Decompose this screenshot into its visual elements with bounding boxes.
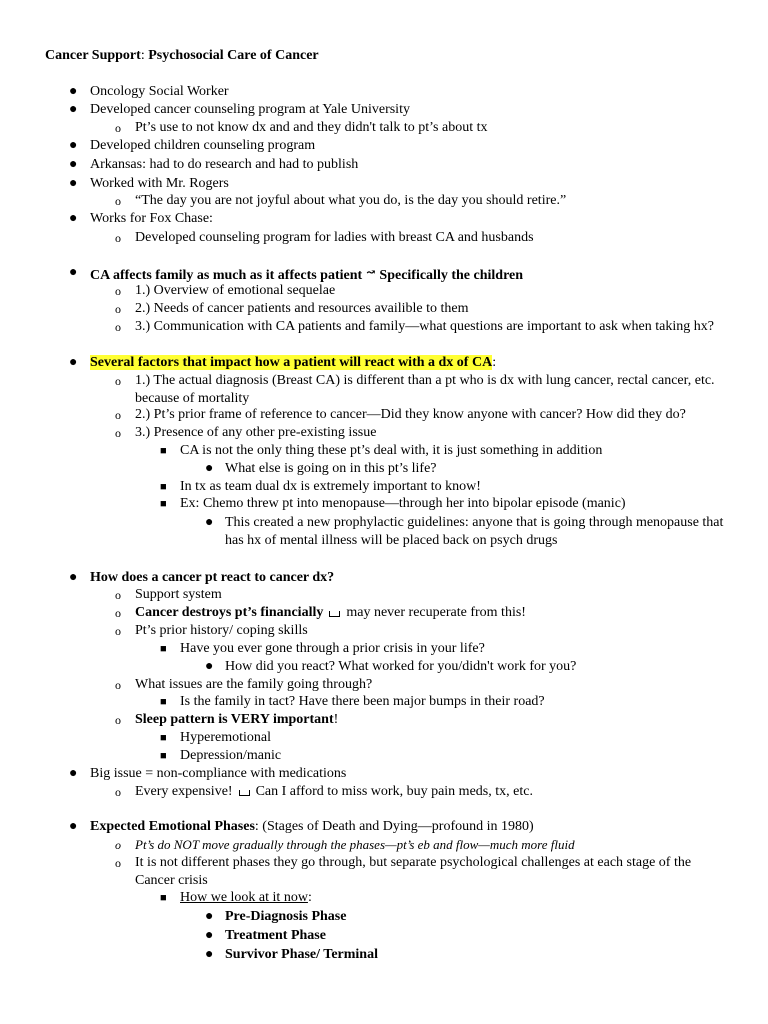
bullet-icon: ● xyxy=(69,176,78,191)
arrow-box-icon xyxy=(239,790,250,796)
circle-bullet-icon: o xyxy=(115,121,121,135)
list-item: o Developed counseling program for ladies with breast CA and husbands xyxy=(115,230,534,245)
circle-bullet-icon: o xyxy=(115,606,121,620)
phase-item: ● Pre-Diagnosis Phase xyxy=(205,909,347,924)
list-item: ■ Is the family in tact? Have there been major bumps in their road? xyxy=(160,694,545,709)
phase-item: ● Treatment Phase xyxy=(205,928,326,943)
square-bullet-icon: ■ xyxy=(160,498,167,510)
circle-bullet-icon: o xyxy=(115,231,121,245)
circle-bullet-icon: o xyxy=(115,426,121,440)
title-main: Cancer Support xyxy=(45,48,141,63)
title-colon: : xyxy=(140,48,145,63)
circle-bullet-icon: o xyxy=(115,374,121,388)
square-bullet-icon: ■ xyxy=(160,732,167,744)
section-heading: ● Several factors that impact how a patient will react with a dx of CA: xyxy=(69,355,497,370)
bullet-icon: ● xyxy=(205,947,214,962)
bullet-icon: ● xyxy=(69,355,78,370)
circle-bullet-icon: o xyxy=(115,302,121,316)
list-item: o 2.) Needs of cancer patients and resources availible to them xyxy=(115,301,469,316)
list-item: ■ Have you ever gone through a prior crisis in your life? xyxy=(160,641,485,656)
bullet-icon: ● xyxy=(69,102,78,117)
list-item: ■ Ex: Chemo threw pt into menopause—through her into bipolar episode (manic) xyxy=(160,496,626,511)
circle-bullet-icon: o xyxy=(115,408,121,422)
bullet-icon: ● xyxy=(69,766,78,781)
list-item: ■ How we look at it now: xyxy=(160,890,312,905)
bullet-icon: ● xyxy=(69,138,78,153)
bullet-icon: ● xyxy=(205,909,214,924)
list-item: o 2.) Pt’s prior frame of reference to cancer—Did they know anyone with cancer? How did they do? xyxy=(115,407,686,422)
list-item: o Every expensive! Can I afford to miss work, buy pain meds, tx, etc. xyxy=(115,784,533,799)
list-item: o Pt’s prior history/ coping skills xyxy=(115,623,308,638)
circle-bullet-icon: o xyxy=(115,856,121,870)
bullet-icon: ● xyxy=(69,570,78,585)
bullet-icon: ● xyxy=(205,461,214,476)
section-heading: ● Big issue = non-compliance with medications xyxy=(69,766,347,781)
list-item: ● Developed cancer counseling program at Yale University xyxy=(69,102,410,117)
list-item: o Cancer destroys pt’s financially may never recuperate from this! xyxy=(115,605,526,620)
square-bullet-icon: ■ xyxy=(160,892,167,904)
circle-bullet-icon: o xyxy=(115,713,121,727)
square-bullet-icon: ■ xyxy=(160,481,167,493)
wavy-arrow-icon: ↝ xyxy=(366,267,376,279)
list-item: ● What else is going on in this pt’s life? xyxy=(205,461,437,476)
circle-bullet-icon: o xyxy=(115,838,121,852)
list-item: ● How did you react? What worked for you/didn't work for you? xyxy=(205,659,577,674)
square-bullet-icon: ■ xyxy=(160,696,167,708)
list-item: o 1.) Overview of emotional sequelae xyxy=(115,283,336,298)
bullet-icon: ● xyxy=(205,515,214,530)
square-bullet-icon: ■ xyxy=(160,750,167,762)
bullet-icon: ● xyxy=(205,928,214,943)
list-item: o Pt’s use to not know dx and and they didn't talk to pt’s about tx xyxy=(115,120,488,135)
list-item: o What issues are the family going through? xyxy=(115,677,373,692)
list-item: ● Oncology Social Worker xyxy=(69,84,229,99)
circle-bullet-icon: o xyxy=(115,785,121,799)
bullet-icon: ● xyxy=(205,659,214,674)
circle-bullet-icon: o xyxy=(115,194,121,208)
square-bullet-icon: ■ xyxy=(160,445,167,457)
circle-bullet-icon: o xyxy=(115,588,121,602)
section-heading: ● CA affects family as much as it affects patient ↝ Specifically the children xyxy=(69,265,524,283)
arrow-box-icon xyxy=(329,611,340,617)
highlighted-text: Several factors that impact how a patient will react with a dx of CA xyxy=(90,355,493,370)
list-item: o Pt’s do NOT move gradually through the phases—pt’s eb and flow—much more fluid xyxy=(115,837,575,852)
section-heading: ● How does a cancer pt react to cancer dx? xyxy=(69,570,335,585)
bullet-icon: ● xyxy=(69,819,78,834)
list-item: ■ In tx as team dual dx is extremely important to know! xyxy=(160,479,481,494)
list-item: ● Developed children counseling program xyxy=(69,138,316,153)
square-bullet-icon: ■ xyxy=(160,643,167,655)
list-item: o 3.) Communication with CA patients and family—what questions are important to ask when taking hx? xyxy=(115,319,714,334)
circle-bullet-icon: o xyxy=(115,678,121,692)
list-item: ● Worked with Mr. Rogers xyxy=(69,176,229,191)
bullet-icon: ● xyxy=(69,157,78,172)
list-item: o Sleep pattern is VERY important! xyxy=(115,712,339,727)
bullet-icon: ● xyxy=(69,265,78,280)
bullet-icon: ● xyxy=(69,211,78,226)
list-item: ■ Hyperemotional xyxy=(160,730,271,745)
list-item: o “The day you are not joyful about what you do, is the day you should retire.” xyxy=(115,193,567,208)
list-item: o 1.) The actual diagnosis (Breast CA) is different than a pt who is dx with lung cancer, rectal cancer, etc. because of mortality xyxy=(115,373,715,406)
circle-bullet-icon: o xyxy=(115,284,121,298)
list-item: o It is not different phases they go through, but separate psychological challenges at each stage of the Cancer crisis xyxy=(115,855,692,888)
bullet-icon: ● xyxy=(69,84,78,99)
list-item: ● Works for Fox Chase: xyxy=(69,211,213,226)
list-item: ● This created a new prophylactic guidelines: anyone that is going through menopause that has hx of mental illness will be placed back on psych drugs xyxy=(205,515,724,548)
title-subtitle: Psychosocial Care of Cancer xyxy=(144,48,319,63)
document-title xyxy=(45,47,319,65)
list-item: ● Arkansas: had to do research and had to publish xyxy=(69,157,359,172)
list-item: ■ CA is not the only thing these pt’s deal with, it is just something in addition xyxy=(160,443,603,458)
circle-bullet-icon: o xyxy=(115,320,121,334)
list-item: o 3.) Presence of any other pre-existing issue xyxy=(115,425,377,440)
list-item: ■ Depression/manic xyxy=(160,748,282,763)
phase-item: ● Survivor Phase/ Terminal xyxy=(205,947,378,962)
list-item: o Support system xyxy=(115,587,222,602)
circle-bullet-icon: o xyxy=(115,624,121,638)
section-heading: ● Expected Emotional Phases: (Stages of Death and Dying—profound in 1980) xyxy=(69,819,534,834)
